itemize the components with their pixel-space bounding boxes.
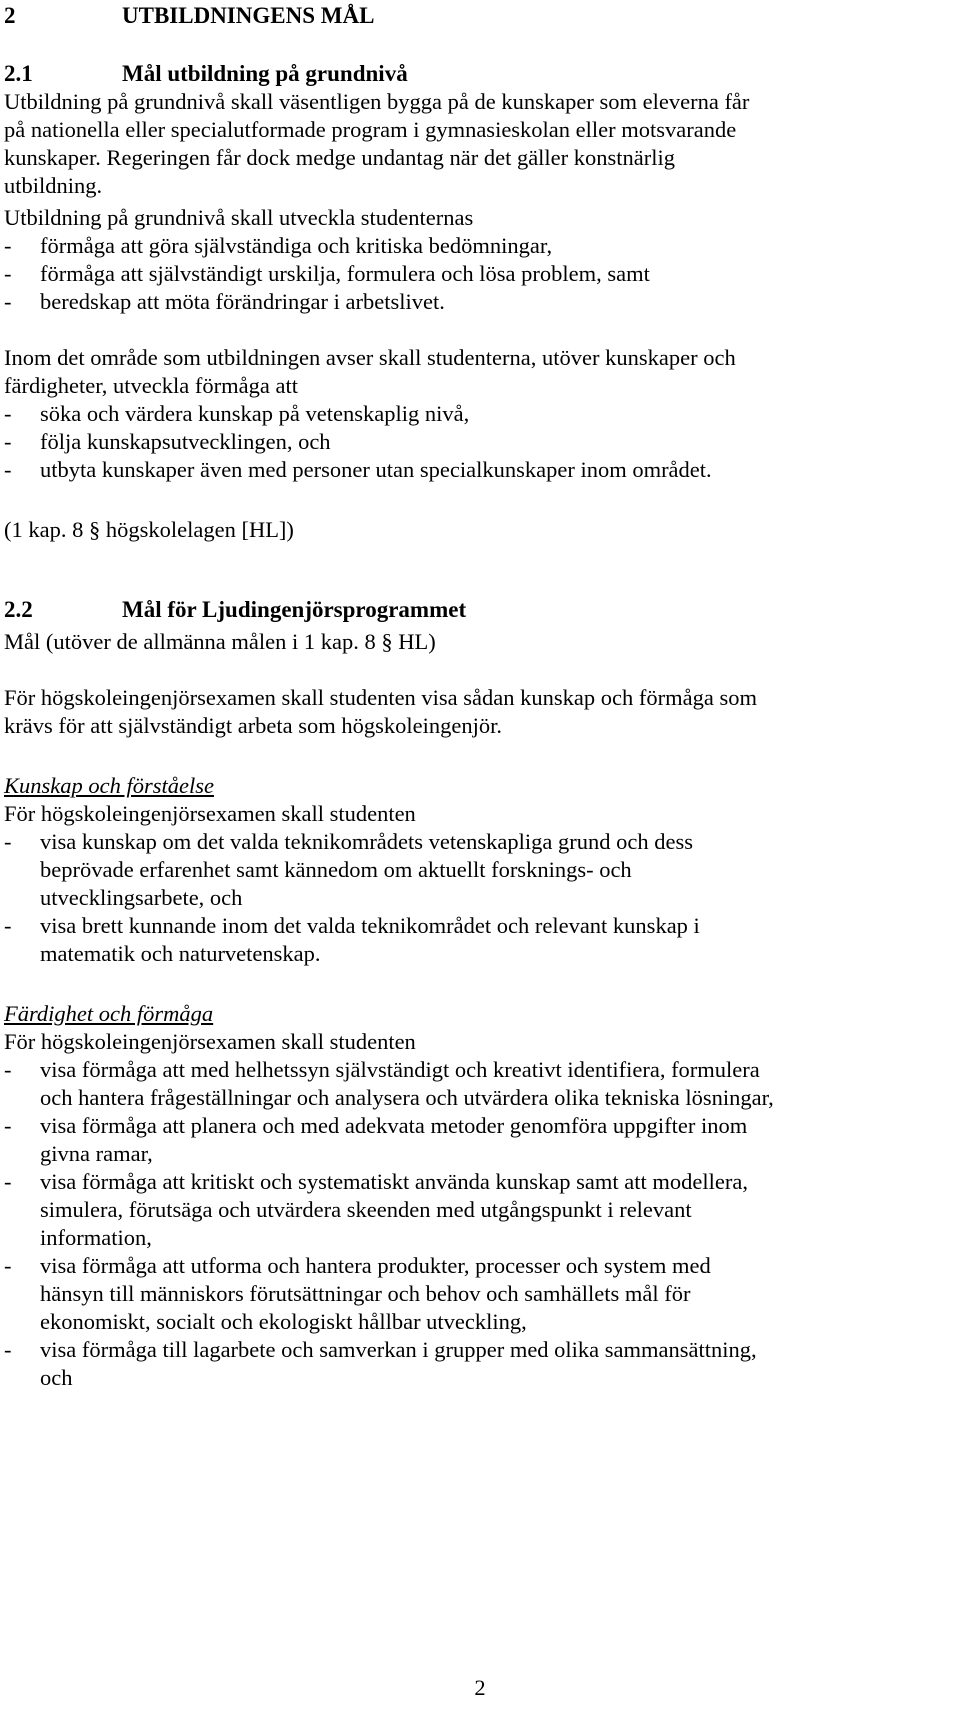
list-omrade xyxy=(4,400,954,484)
fardighet-title: Färdighet och förmåga xyxy=(4,1001,214,1026)
text-line: på nationella eller specialutformade program i gymnasieskolan eller motsvarande xyxy=(4,117,737,142)
section-title: UTBILDNINGENS MÅL xyxy=(122,3,375,28)
section-heading-2 xyxy=(4,2,954,30)
text-line: färdigheter, utveckla förmåga att xyxy=(4,373,298,398)
list-item: - visa förmåga att utforma och hantera produkter, processer och system med hänsyn till människors förutsättningar och behov och samhällets mål för ekonomiskt, socialt och ekologiskt hållbar utveckling, xyxy=(4,1253,711,1334)
list-item: - visa förmåga att med helhetssyn självständigt och kreativt identifiera, formulera och hantera frågeställningar och analysera och utvärdera olika tekniska lösningar, xyxy=(4,1057,774,1110)
paragraph-utveckla xyxy=(4,204,954,316)
section-heading-2-1 xyxy=(4,60,954,88)
kunskap-section xyxy=(4,772,954,968)
kunskap-list xyxy=(4,828,954,968)
section-heading-2-2 xyxy=(4,596,954,624)
text-line: kunskaper. Regeringen får dock medge undantag när det gäller konstnärlig xyxy=(4,145,676,170)
section-title: Mål för Ljudingenjörsprogrammet xyxy=(122,597,467,622)
text-line: För högskoleingenjörsexamen skall studenten xyxy=(4,801,416,826)
section-number: 2 xyxy=(4,3,16,28)
list-item: - förmåga att göra självständiga och kritiska bedömningar, xyxy=(4,233,553,258)
fardighet-section xyxy=(4,1000,954,1392)
list-utveckla xyxy=(4,232,954,316)
fardighet-list xyxy=(4,1056,954,1392)
list-item: - beredskap att möta förändringar i arbetslivet. xyxy=(4,289,445,314)
section-number: 2.1 xyxy=(4,61,33,86)
subheading-mal: Mål (utöver de allmänna målen i 1 kap. 8 § HL) xyxy=(4,629,436,654)
paragraph-omrade xyxy=(4,344,954,484)
law-reference: (1 kap. 8 § högskolelagen [HL]) xyxy=(4,517,294,542)
page-number: 2 xyxy=(474,1675,486,1700)
list-item: - förmåga att självständigt urskilja, formulera och lösa problem, samt xyxy=(4,261,650,286)
list-item: - visa brett kunnande inom det valda teknikområdet och relevant kunskap i matematik och naturvetenskap. xyxy=(4,913,700,966)
text-line: utbildning. xyxy=(4,173,103,198)
text-line: För högskoleingenjörsexamen skall studenten visa sådan kunskap och förmåga som xyxy=(4,685,757,710)
list-item: - följa kunskapsutvecklingen, och xyxy=(4,429,331,454)
text-line: krävs för att självständigt arbeta som högskoleingenjör. xyxy=(4,713,503,738)
list-item: - visa kunskap om det valda teknikområdets vetenskapliga grund och dess beprövade erfarenhet samt kännedom om aktuellt forsknings- och utvecklingsarbete, och xyxy=(4,829,693,910)
section-number: 2.2 xyxy=(4,597,33,622)
section-title: Mål utbildning på grundnivå xyxy=(122,61,408,86)
text-line: Utbildning på grundnivå skall väsentligen bygga på de kunskaper som eleverna får xyxy=(4,89,750,114)
document-page xyxy=(4,2,954,1392)
list-item: - visa förmåga att planera och med adekvata metoder genomföra uppgifter inom givna ramar, xyxy=(4,1113,748,1166)
list-item: - visa förmåga att kritiskt och systematiskt använda kunskap samt att modellera, simulera, förutsäga och utvärdera skeenden med utgångspunkt i relevant information, xyxy=(4,1169,748,1250)
kunskap-title: Kunskap och förståelse xyxy=(4,773,214,798)
paragraph-examen xyxy=(4,684,954,740)
paragraph-grundniva xyxy=(4,88,954,200)
text-line: Inom det område som utbildningen avser skall studenterna, utöver kunskaper och xyxy=(4,345,736,370)
text-line: För högskoleingenjörsexamen skall studenten xyxy=(4,1029,416,1054)
list-item: - visa förmåga till lagarbete och samverkan i grupper med olika sammansättning, och xyxy=(4,1337,757,1390)
text-line: Utbildning på grundnivå skall utveckla studenternas xyxy=(4,205,474,230)
list-item: - söka och värdera kunskap på vetenskaplig nivå, xyxy=(4,401,470,426)
list-item: - utbyta kunskaper även med personer utan specialkunskaper inom området. xyxy=(4,457,712,482)
